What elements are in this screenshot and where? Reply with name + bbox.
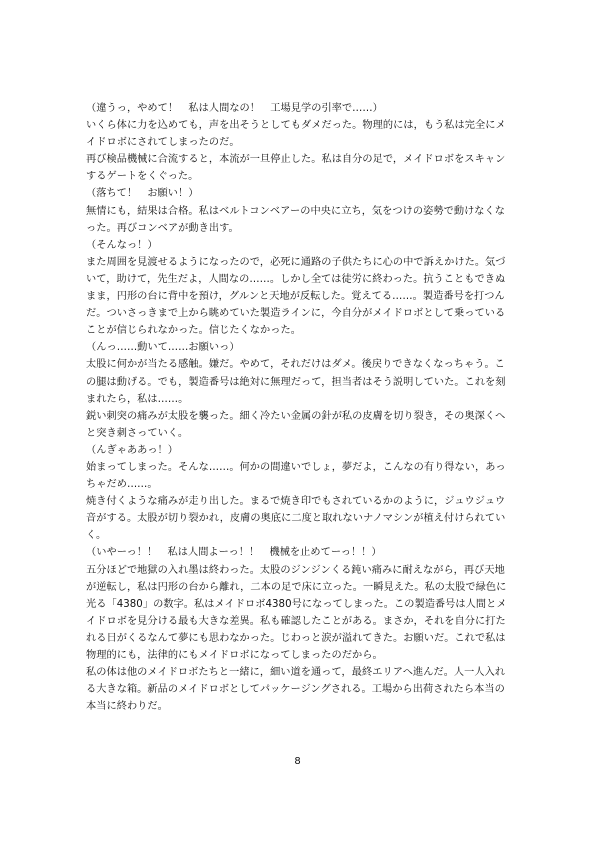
text-line: 無情にも，結果は合格。私はベルトコンベアーの中央に立ち，気をつけの姿勢で動けなくな xyxy=(86,205,506,217)
text-line: まま，円形の台に背中を預け，グルンと天地が反転した。覚えてる……。製造番号を打つん xyxy=(86,291,505,303)
text-line: （そんなっ！） xyxy=(86,239,158,251)
text-line: 私の体は他のメイドロボたちと一緒に，細い道を通って，最終エリアへ進んだ。人一人入れ xyxy=(86,667,506,679)
text-line: また周囲を見渡せるようになったので，必死に通路の子供たちに心の中で訴えかけた。気づ xyxy=(86,256,506,268)
text-line: ことが信じられなかった。信じたくなかった。 xyxy=(86,325,301,337)
text-line: 物理的にも，法律的にもメイドロボになってしまったのだから。 xyxy=(86,650,383,661)
text-line: 音がする。太股が切り裂かれ，皮膚の奥底に二度と取れないナノマシンが植え付けられてい xyxy=(86,513,506,525)
text-line: イドロボにされてしまったのだ。 xyxy=(86,137,240,149)
text-line: と突き刺さっていく。 xyxy=(86,427,189,439)
text-line: 再び検品機械に合流すると，本流が一旦停止した。私は自分の足で，メイドロボをスキャン xyxy=(86,154,506,166)
text-line: った。再びコンベアが動き出す。 xyxy=(86,222,239,234)
text-line: イドロボを見分ける最も大きな差異。私も確認したことがある。まさか，それを自分に打た xyxy=(86,615,506,627)
text-line: 五分ほどで地獄の入れ墨は終わった。太股のジンジンくる鈍い痛みに耐えながら，再び天地 xyxy=(86,564,505,576)
text-line: （んっ……動いて……お願いっ） xyxy=(86,342,240,354)
text-line: （落ちて！ お願い！） xyxy=(86,188,199,200)
text-line: 光る「4380」の数字。私はメイドロボ4380号になってしまった。この製造番号は人間とメ xyxy=(86,598,507,610)
text-line: れる日がくるなんて夢にも思わなかった。じわっと涙が溢れてきた。お願いだ。これで私は xyxy=(86,632,506,644)
text-line: ちゃだめ……。 xyxy=(86,479,158,491)
text-line: いて，助けて，先生だよ，人間なの……。しかし全ては徒労に終わった。抗うこともできぬ xyxy=(86,273,506,285)
text-line: 始まってしまった。そんな……。何かの間違いでしょ，夢だよ，こんなの有り得ない，あっ xyxy=(86,461,506,473)
text-line: （んぎゃああっ！） xyxy=(86,444,179,456)
text-line: 鋭い刺突の痛みが太股を襲った。細く冷たい金属の針が私の皮膚を切り裂き，その奥深くへ xyxy=(86,410,506,422)
text-line: いくら体に力を込めても，声を出そうとしてもダメだった。物理的には，もう私は完全にメ xyxy=(86,120,506,132)
text-line: 太股に何かが当たる感触。嫌だ。やめて，それだけはダメ。後戻りできなくなっちゃう。こ xyxy=(86,359,505,371)
text-line: る大きな箱。新品のメイドロボとしてパッケージングされる。工場から出荷されたら本当の xyxy=(86,684,505,696)
text-line: 本当に終わりだ。 xyxy=(86,701,168,713)
text-line: く。 xyxy=(86,530,107,542)
text-line: 焼き付くような痛みが走り出した。まるで焼き印でもされているかのように，ジュウジュウ xyxy=(86,496,506,508)
text-line: まれたら，私は……。 xyxy=(86,393,189,405)
page-number: 8 xyxy=(294,756,301,767)
text-line: （違うっ，やめて！ 私は人間なの！ 工場見学の引率で……） xyxy=(86,103,383,114)
text-line: が逆転し，私は円形の台から離れ，二本の足で床に立った。一瞬見えた。私の太股で緑色に xyxy=(86,581,507,593)
text-line: の腿は動げる。でも，製造番号は絶対に無理だって，担当者はそう説明していた。これを刻 xyxy=(86,376,506,388)
text-line: だ。ついさっきまで上から眺めていた製造ラインに，今自分がメイドロボとして乗っている xyxy=(86,308,506,320)
text-line: するゲートをくぐった。 xyxy=(86,171,199,183)
text-line: （いやーっ！！ 私は人間よーっ！！ 機械を止めてーっ！！） xyxy=(86,547,382,559)
body-text xyxy=(86,100,514,715)
